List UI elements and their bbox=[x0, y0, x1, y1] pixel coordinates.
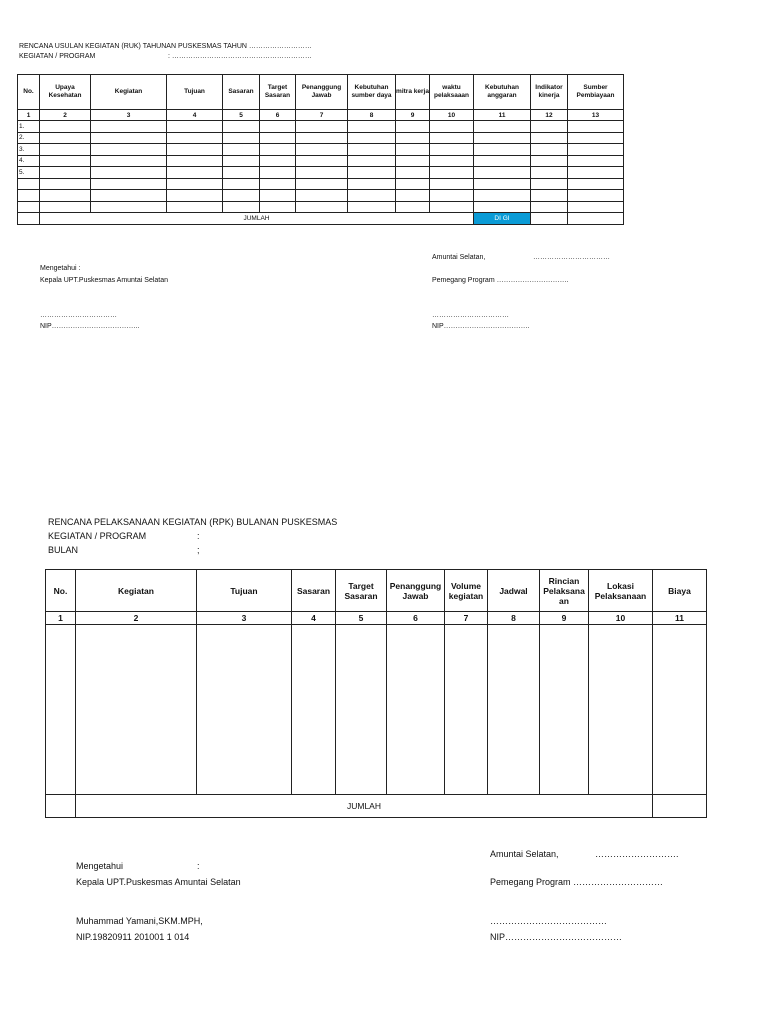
rpk-mengetahui-colon: : bbox=[197, 861, 200, 871]
ruk-data-cell bbox=[40, 201, 91, 213]
ruk-data-cell bbox=[474, 167, 531, 179]
ruk-data-cell bbox=[167, 201, 223, 213]
ruk-sign-left: …………………………… bbox=[40, 312, 117, 319]
ruk-nip-left: NIP……………………………….. bbox=[40, 323, 140, 330]
ruk-data-cell bbox=[531, 190, 568, 202]
ruk-data-cell bbox=[167, 155, 223, 167]
ruk-data-cell bbox=[91, 167, 167, 179]
ruk-column-number: 8 bbox=[348, 110, 396, 121]
ruk-data-cell bbox=[223, 155, 260, 167]
ruk-header-cell: Kegiatan bbox=[91, 75, 167, 110]
ruk-data-cell bbox=[167, 121, 223, 133]
ruk-data-cell bbox=[260, 132, 296, 144]
rpk-column-number: 9 bbox=[540, 612, 589, 625]
ruk-data-cell bbox=[40, 132, 91, 144]
rpk-column-number: 10 bbox=[589, 612, 653, 625]
ruk-data-cell bbox=[430, 190, 474, 202]
ruk-data-cell bbox=[396, 190, 430, 202]
rpk-jumlah-label: JUMLAH bbox=[76, 795, 653, 818]
ruk-data-cell bbox=[91, 144, 167, 156]
ruk-data-cell bbox=[40, 178, 91, 190]
ruk-header-cell: Sasaran bbox=[223, 75, 260, 110]
ruk-table bbox=[17, 74, 624, 225]
ruk-jumlah-label: JUMLAH bbox=[40, 213, 474, 225]
ruk-data-cell bbox=[568, 201, 624, 213]
ruk-column-number: 13 bbox=[568, 110, 624, 121]
ruk-header-cell: Sumber Pembiayaan bbox=[568, 75, 624, 110]
ruk-data-cell bbox=[40, 190, 91, 202]
ruk-data-cell bbox=[296, 178, 348, 190]
ruk-data-cell bbox=[474, 190, 531, 202]
rpk-header-cell: Penanggung Jawab bbox=[387, 570, 445, 612]
ruk-header-cell: Kebutuhan anggaran bbox=[474, 75, 531, 110]
ruk-row-number bbox=[18, 178, 40, 190]
ruk-data-cell bbox=[396, 178, 430, 190]
rpk-sign-right: ………………………………… bbox=[490, 916, 607, 926]
ruk-data-cell bbox=[396, 121, 430, 133]
ruk-mengetahui: Mengetahui : bbox=[40, 265, 81, 272]
ruk-data-cell bbox=[167, 178, 223, 190]
ruk-jumlah-blank bbox=[18, 213, 40, 225]
rpk-place-date: Amuntai Selatan, bbox=[490, 849, 559, 859]
ruk-header-cell: waktu pelaksaaan bbox=[430, 75, 474, 110]
ruk-data-cell bbox=[348, 201, 396, 213]
ruk-data-cell bbox=[568, 121, 624, 133]
ruk-data-cell bbox=[260, 144, 296, 156]
ruk-header-cell: Indikator kinerja bbox=[531, 75, 568, 110]
ruk-data-cell bbox=[296, 132, 348, 144]
rpk-entry-cell bbox=[292, 625, 336, 795]
rpk-header-cell: Target Sasaran bbox=[336, 570, 387, 612]
ruk-data-cell bbox=[260, 155, 296, 167]
ruk-data-cell bbox=[223, 178, 260, 190]
ruk-data-cell bbox=[40, 121, 91, 133]
ruk-data-cell bbox=[91, 132, 167, 144]
ruk-data-cell bbox=[223, 121, 260, 133]
ruk-data-cell bbox=[167, 190, 223, 202]
ruk-program-label: KEGIATAN / PROGRAM bbox=[19, 53, 96, 60]
ruk-data-cell bbox=[430, 167, 474, 179]
ruk-data-row bbox=[18, 144, 624, 156]
ruk-data-cell bbox=[91, 155, 167, 167]
rpk-bulan-label: BULAN bbox=[48, 545, 79, 555]
rpk-header-cell: Sasaran bbox=[292, 570, 336, 612]
ruk-header-cell: Kebutuhan sumber daya bbox=[348, 75, 396, 110]
rpk-date-dots: ………………………. bbox=[595, 849, 679, 859]
ruk-data-cell bbox=[396, 201, 430, 213]
ruk-data-cell bbox=[223, 144, 260, 156]
ruk-data-row bbox=[18, 155, 624, 167]
ruk-data-cell bbox=[396, 144, 430, 156]
rpk-entry-cell bbox=[336, 625, 387, 795]
ruk-data-cell bbox=[430, 201, 474, 213]
ruk-data-cell bbox=[260, 178, 296, 190]
ruk-row-number bbox=[18, 190, 40, 202]
rpk-column-number: 4 bbox=[292, 612, 336, 625]
ruk-column-number: 1 bbox=[18, 110, 40, 121]
ruk-data-cell bbox=[167, 132, 223, 144]
rpk-title: RENCANA PELAKSANAAN KEGIATAN (RPK) BULANAN PUSKESMAS bbox=[48, 517, 338, 527]
ruk-pemegang-program: Pemegang Program …………………………. bbox=[432, 277, 569, 284]
ruk-data-cell bbox=[396, 132, 430, 144]
ruk-data-cell bbox=[531, 132, 568, 144]
ruk-header-cell: Upaya Kesehatan bbox=[40, 75, 91, 110]
rpk-entry-cell bbox=[387, 625, 445, 795]
ruk-data-cell bbox=[91, 121, 167, 133]
rpk-header-cell: Lokasi Pelaksanaan bbox=[589, 570, 653, 612]
rpk-entry-row bbox=[46, 625, 707, 795]
ruk-number-row bbox=[18, 110, 624, 121]
ruk-data-cell bbox=[167, 144, 223, 156]
ruk-data-cell bbox=[531, 155, 568, 167]
ruk-data-cell bbox=[223, 167, 260, 179]
rpk-column-number: 2 bbox=[76, 612, 197, 625]
rpk-column-number: 6 bbox=[387, 612, 445, 625]
ruk-header-cell: Target Sasaran bbox=[260, 75, 296, 110]
rpk-entry-cell bbox=[46, 625, 76, 795]
rpk-entry-cell bbox=[197, 625, 292, 795]
rpk-header-cell: Tujuan bbox=[197, 570, 292, 612]
ruk-digi-cell: DI GI bbox=[474, 213, 531, 225]
ruk-data-cell bbox=[474, 201, 531, 213]
rpk-jumlah-blank bbox=[653, 795, 707, 818]
ruk-row-number: 3. bbox=[18, 144, 40, 156]
rpk-signer-nip: NIP.19820911 201001 1 014 bbox=[76, 932, 190, 942]
ruk-column-number: 6 bbox=[260, 110, 296, 121]
ruk-data-cell bbox=[568, 167, 624, 179]
ruk-program-value: : …………………………………………………… bbox=[168, 53, 312, 60]
rpk-header-cell: Biaya bbox=[653, 570, 707, 612]
ruk-data-cell bbox=[396, 167, 430, 179]
ruk-data-cell bbox=[568, 190, 624, 202]
ruk-data-cell bbox=[430, 178, 474, 190]
ruk-data-cell bbox=[260, 190, 296, 202]
rpk-column-number: 5 bbox=[336, 612, 387, 625]
ruk-data-cell bbox=[223, 132, 260, 144]
rpk-entry-cell bbox=[589, 625, 653, 795]
ruk-header-row bbox=[18, 75, 624, 110]
ruk-data-row bbox=[18, 190, 624, 202]
ruk-jumlah-row bbox=[18, 213, 624, 225]
ruk-header-cell: No. bbox=[18, 75, 40, 110]
rpk-pemegang-program: Pemegang Program ………………………… bbox=[490, 877, 664, 887]
ruk-header-cell: Tujuan bbox=[167, 75, 223, 110]
rpk-bulan-colon: ; bbox=[197, 545, 200, 555]
rpk-header-cell: Kegiatan bbox=[76, 570, 197, 612]
ruk-data-cell bbox=[223, 190, 260, 202]
rpk-program-colon: : bbox=[197, 531, 200, 541]
rpk-header-cell: Volume kegiatan bbox=[445, 570, 488, 612]
rpk-column-number: 11 bbox=[653, 612, 707, 625]
ruk-date-dots: …………………………… bbox=[533, 254, 610, 261]
ruk-data-row bbox=[18, 167, 624, 179]
ruk-header-cell: Penanggung Jawab bbox=[296, 75, 348, 110]
rpk-kepala: Kepala UPT.Puskesmas Amuntai Selatan bbox=[76, 877, 241, 887]
ruk-data-cell bbox=[430, 132, 474, 144]
ruk-column-number: 9 bbox=[396, 110, 430, 121]
ruk-column-number: 11 bbox=[474, 110, 531, 121]
ruk-data-cell bbox=[474, 132, 531, 144]
ruk-title: RENCANA USULAN KEGIATAN (RUK) TAHUNAN PUSKESMAS TAHUN ……………………… bbox=[19, 43, 312, 50]
ruk-header-cell: mitra kerja bbox=[396, 75, 430, 110]
ruk-data-cell bbox=[296, 121, 348, 133]
ruk-row-number bbox=[18, 201, 40, 213]
ruk-data-cell bbox=[260, 201, 296, 213]
ruk-data-cell bbox=[348, 190, 396, 202]
ruk-data-cell bbox=[296, 167, 348, 179]
ruk-row-number: 2. bbox=[18, 132, 40, 144]
ruk-data-cell bbox=[91, 178, 167, 190]
ruk-row-number: 5. bbox=[18, 167, 40, 179]
ruk-data-cell bbox=[348, 121, 396, 133]
ruk-data-cell bbox=[348, 155, 396, 167]
rpk-signer-name: Muhammad Yamani,SKM.MPH, bbox=[76, 916, 203, 926]
ruk-data-cell bbox=[396, 155, 430, 167]
ruk-column-number: 5 bbox=[223, 110, 260, 121]
rpk-mengetahui: Mengetahui bbox=[76, 861, 124, 871]
ruk-data-cell bbox=[40, 144, 91, 156]
ruk-data-cell bbox=[223, 201, 260, 213]
rpk-table bbox=[45, 569, 707, 818]
rpk-nip-right: NIP………………………………… bbox=[490, 932, 623, 942]
rpk-header-cell: Jadwal bbox=[488, 570, 540, 612]
ruk-column-number: 7 bbox=[296, 110, 348, 121]
ruk-data-cell bbox=[430, 144, 474, 156]
rpk-program-label: KEGIATAN / PROGRAM bbox=[48, 531, 147, 541]
ruk-data-cell bbox=[568, 178, 624, 190]
ruk-data-cell bbox=[430, 155, 474, 167]
ruk-data-cell bbox=[296, 155, 348, 167]
rpk-column-number: 7 bbox=[445, 612, 488, 625]
rpk-header-cell: Rincian Pelaksana an bbox=[540, 570, 589, 612]
ruk-column-number: 12 bbox=[531, 110, 568, 121]
ruk-data-cell bbox=[40, 167, 91, 179]
ruk-data-cell bbox=[531, 144, 568, 156]
ruk-data-cell bbox=[91, 201, 167, 213]
rpk-header-row bbox=[46, 570, 707, 612]
ruk-data-cell bbox=[40, 155, 91, 167]
rpk-column-number: 3 bbox=[197, 612, 292, 625]
rpk-header-cell: No. bbox=[46, 570, 76, 612]
ruk-data-cell bbox=[474, 155, 531, 167]
ruk-sign-right: …………………………… bbox=[432, 312, 509, 319]
ruk-data-cell bbox=[568, 144, 624, 156]
ruk-data-row bbox=[18, 201, 624, 213]
ruk-column-number: 4 bbox=[167, 110, 223, 121]
ruk-data-cell bbox=[91, 190, 167, 202]
ruk-data-cell bbox=[348, 178, 396, 190]
ruk-kepala: Kepala UPT.Puskesmas Amuntai Selatan bbox=[40, 277, 169, 284]
ruk-place-date: Amuntai Selatan, bbox=[432, 254, 486, 261]
ruk-jumlah-blank bbox=[568, 213, 624, 225]
ruk-data-cell bbox=[430, 121, 474, 133]
rpk-entry-cell bbox=[488, 625, 540, 795]
ruk-data-cell bbox=[474, 144, 531, 156]
rpk-entry-cell bbox=[445, 625, 488, 795]
ruk-data-cell bbox=[167, 167, 223, 179]
ruk-data-cell bbox=[260, 167, 296, 179]
ruk-jumlah-blank bbox=[531, 213, 568, 225]
rpk-jumlah-blank bbox=[46, 795, 76, 818]
ruk-column-number: 2 bbox=[40, 110, 91, 121]
ruk-data-cell bbox=[296, 144, 348, 156]
ruk-data-cell bbox=[474, 178, 531, 190]
ruk-data-cell bbox=[296, 190, 348, 202]
rpk-number-row bbox=[46, 612, 707, 625]
ruk-data-row bbox=[18, 132, 624, 144]
ruk-data-cell bbox=[348, 167, 396, 179]
ruk-data-cell bbox=[348, 144, 396, 156]
rpk-column-number: 8 bbox=[488, 612, 540, 625]
rpk-entry-cell bbox=[540, 625, 589, 795]
ruk-data-cell bbox=[296, 201, 348, 213]
ruk-data-cell bbox=[531, 178, 568, 190]
ruk-data-cell bbox=[348, 132, 396, 144]
ruk-data-cell bbox=[531, 201, 568, 213]
ruk-nip-right: NIP………………………………. bbox=[432, 323, 530, 330]
ruk-data-cell bbox=[474, 121, 531, 133]
ruk-data-cell bbox=[568, 155, 624, 167]
ruk-data-cell bbox=[531, 167, 568, 179]
ruk-column-number: 3 bbox=[91, 110, 167, 121]
rpk-entry-cell bbox=[653, 625, 707, 795]
ruk-data-cell bbox=[531, 121, 568, 133]
ruk-data-row bbox=[18, 178, 624, 190]
rpk-column-number: 1 bbox=[46, 612, 76, 625]
ruk-row-number: 1. bbox=[18, 121, 40, 133]
ruk-data-cell bbox=[260, 121, 296, 133]
rpk-jumlah-row bbox=[46, 795, 707, 818]
ruk-data-cell bbox=[568, 132, 624, 144]
ruk-row-number: 4. bbox=[18, 155, 40, 167]
rpk-entry-cell bbox=[76, 625, 197, 795]
ruk-data-row bbox=[18, 121, 624, 133]
ruk-column-number: 10 bbox=[430, 110, 474, 121]
